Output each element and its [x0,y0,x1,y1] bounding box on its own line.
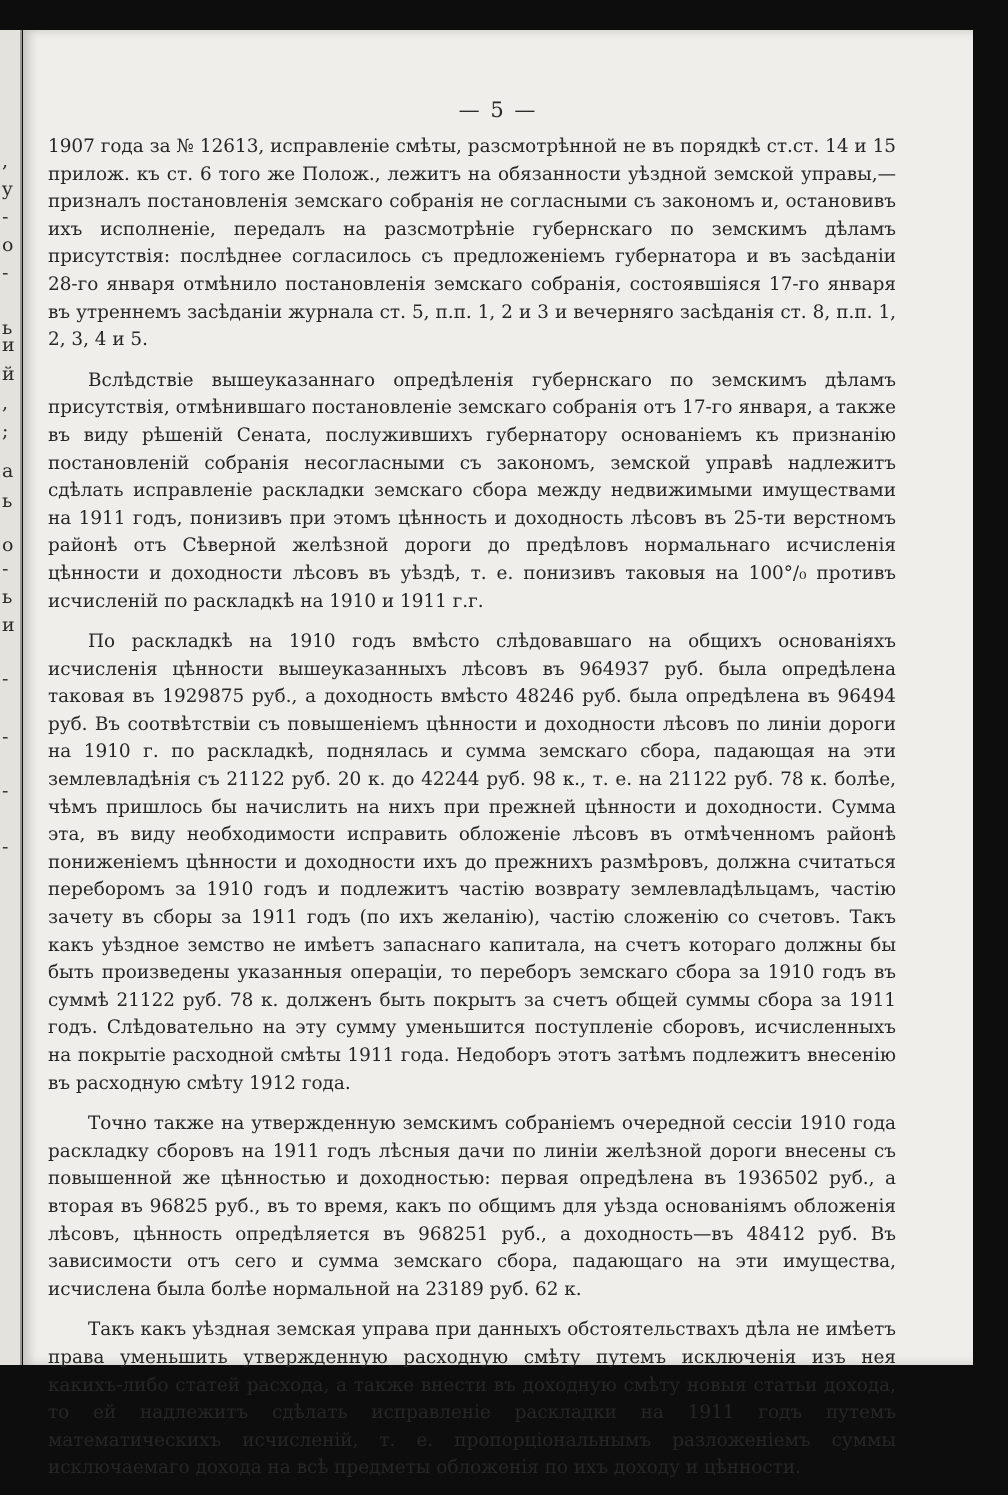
adjacent-page-edge [0,30,22,1365]
margin-fragment: , [2,392,9,414]
margin-fragment: и [2,334,15,356]
margin-fragment: - [2,206,9,228]
margin-fragment: y [2,178,13,200]
paragraph: 1907 года за № 12613, исправленіе смѣты, разсмотрѣнной не въ порядкѣ ст.ст. 14 и 15 прилож. къ ст. 6 того же Полож., лежитъ на обязанности уѣздной земской управы,— призналъ постановленія земскаго собранія не согласными съ закономъ и, остановивъ ихъ исполненіе, передалъ на разсмотрѣніе губернскаго по земскимъ дѣламъ присутствія: послѣднее согласилось съ предложеніемъ губернатора и въ засѣданіи 28-го января отмѣнило постановленія земскаго собранія, состоявшіяся 17-го января въ утреннемъ засѣданіи журнала ст. 5, п.п. 1, 2 и 3 и вечерняго засѣданія ст. 8, п.п. 1, 2, 3, 4 и 5. [48,136,896,351]
margin-fragment: й [2,363,15,385]
margin-fragment: и [2,614,15,636]
body-text [48,133,896,1495]
margin-fragment: - [2,558,9,580]
margin-fragment: - [2,780,9,802]
margin-fragment: - [2,668,9,690]
margin-fragment: , [2,150,9,172]
margin-fragment: а [2,460,14,482]
paragraph: По раскладкѣ на 1910 годъ вмѣсто слѣдовавшаго на общихъ основаніяхъ исчисленія цѣнности вышеуказанныхъ лѣсовъ въ 964937 руб. была опредѣлена таковая въ 1929875 руб., а доходность вмѣсто 48246 руб. была опредѣлена въ 96494 руб. Въ соотвѣтствіи съ повышеніемъ цѣнности и доходности лѣсовъ по линіи дороги на 1910 г. по раскладкѣ, поднялась и сумма земскаго сбора, падающая на эти землевладѣнія съ 21122 руб. 20 к. до 42244 руб. 98 к., т. е. на 21122 руб. 78 к. болѣе, чѣмъ пришлось бы начислить на нихъ при прежней цѣнности и доходности. Сумма эта, въ виду необходимости исправить обложеніе лѣсовъ въ отмѣченномъ районѣ пониженіемъ цѣнности и доходности ихъ до прежнихъ размѣровъ, должна считаться переборомъ за 1910 годъ и подлежитъ частію возврату землевладѣльцамъ, частію зачету въ сборы за 1911 годъ (по ихъ желанію), частію сложенію со счетовъ. Такъ какъ уѣздное земство не имѣетъ запаснаго капитала, на счетъ котораго должны бы быть произведены указанныя операціи, то переборъ земскаго сбора за 1910 годъ въ суммѣ 21122 руб. 78 к. долженъ быть покрытъ за счетъ общей суммы сбора за 1911 годъ. Слѣдовательно на эту сумму уменьшится поступленіе сборовъ, исчисленныхъ на покрытіе расходной смѣты 1911 года. Недоборъ этотъ затѣмъ подлежитъ внесенію въ расходную смѣту 1912 года. [48,631,896,1094]
margin-fragment: - [2,836,9,858]
margin-fragment: - [2,262,9,284]
margin-fragment: ; [2,420,9,442]
document-page [23,30,973,1479]
margin-fragment: ь [2,586,13,608]
margin-fragment: ь [2,490,13,512]
margin-fragment: о [2,534,14,556]
margin-fragment: ь [2,317,13,339]
margin-fragment: - [2,726,9,748]
paragraph: Точно также на утвержденную земскимъ собраніемъ очередной сессіи 1910 года раскладку сборовъ на 1911 годъ лѣсныя дачи по линіи желѣзной дороги внесены съ повышенной же цѣнностью и доходностью: первая опредѣлена въ 1936502 руб., а вторая въ 96825 руб., въ то время, какъ по общимъ для уѣзда основаніямъ обложенія лѣсовъ, цѣнность опредѣляется въ 968251 руб., а доходность—въ 48412 руб. Въ зависимости отъ сего и сумма земскаго сбора, падающаго на эти имущества, исчислена была болѣе нормальной на 23189 руб. 62 к. [48,1113,896,1300]
paragraph: Вслѣдствіе вышеуказаннаго опредѣленія губернскаго по земскимъ дѣламъ присутствія, отмѣнившаго постановленіе земскаго собранія отъ 17-го января, а также въ виду рѣшеній Сената, послужившихъ губернатору основаніемъ къ признанію постановленій собранія несогласными съ закономъ, земской управѣ надлежитъ сдѣлать исправленіе раскладки земскаго сбора между недвижимыми имуществами на 1911 годъ, понизивъ при этомъ цѣнность и доходность лѣсовъ въ 25-ти верстномъ районѣ отъ Сѣверной желѣзной дороги до предѣловъ нормальнаго исчисленія цѣнности и доходности лѣсовъ въ уѣздѣ, т. е. понизивъ таковыя на 100°/₀ противъ исчисленій по раскладкѣ на 1910 и 1911 г.г. [48,369,896,612]
paragraph: Такъ какъ уѣздная земская управа при данныхъ обстоятельствахъ дѣла не имѣетъ права уменьшить утвержденную расходную смѣту путемъ исключенія изъ нея какихъ-либо статей расхода, а также внести въ доходную смѣту новыя статьи дохода, то ей надлежитъ сдѣлать исправленіе раскладки на 1911 годъ путемъ математическихъ исчисленій, т. е. пропорціональнымъ разложеніемъ суммы исключаемаго дохода на всѣ предметы обложенія по ихъ доходу и цѣнности. [48,1319,896,1479]
page-number: — 5 — [458,98,538,122]
margin-fragment: o [2,234,14,256]
